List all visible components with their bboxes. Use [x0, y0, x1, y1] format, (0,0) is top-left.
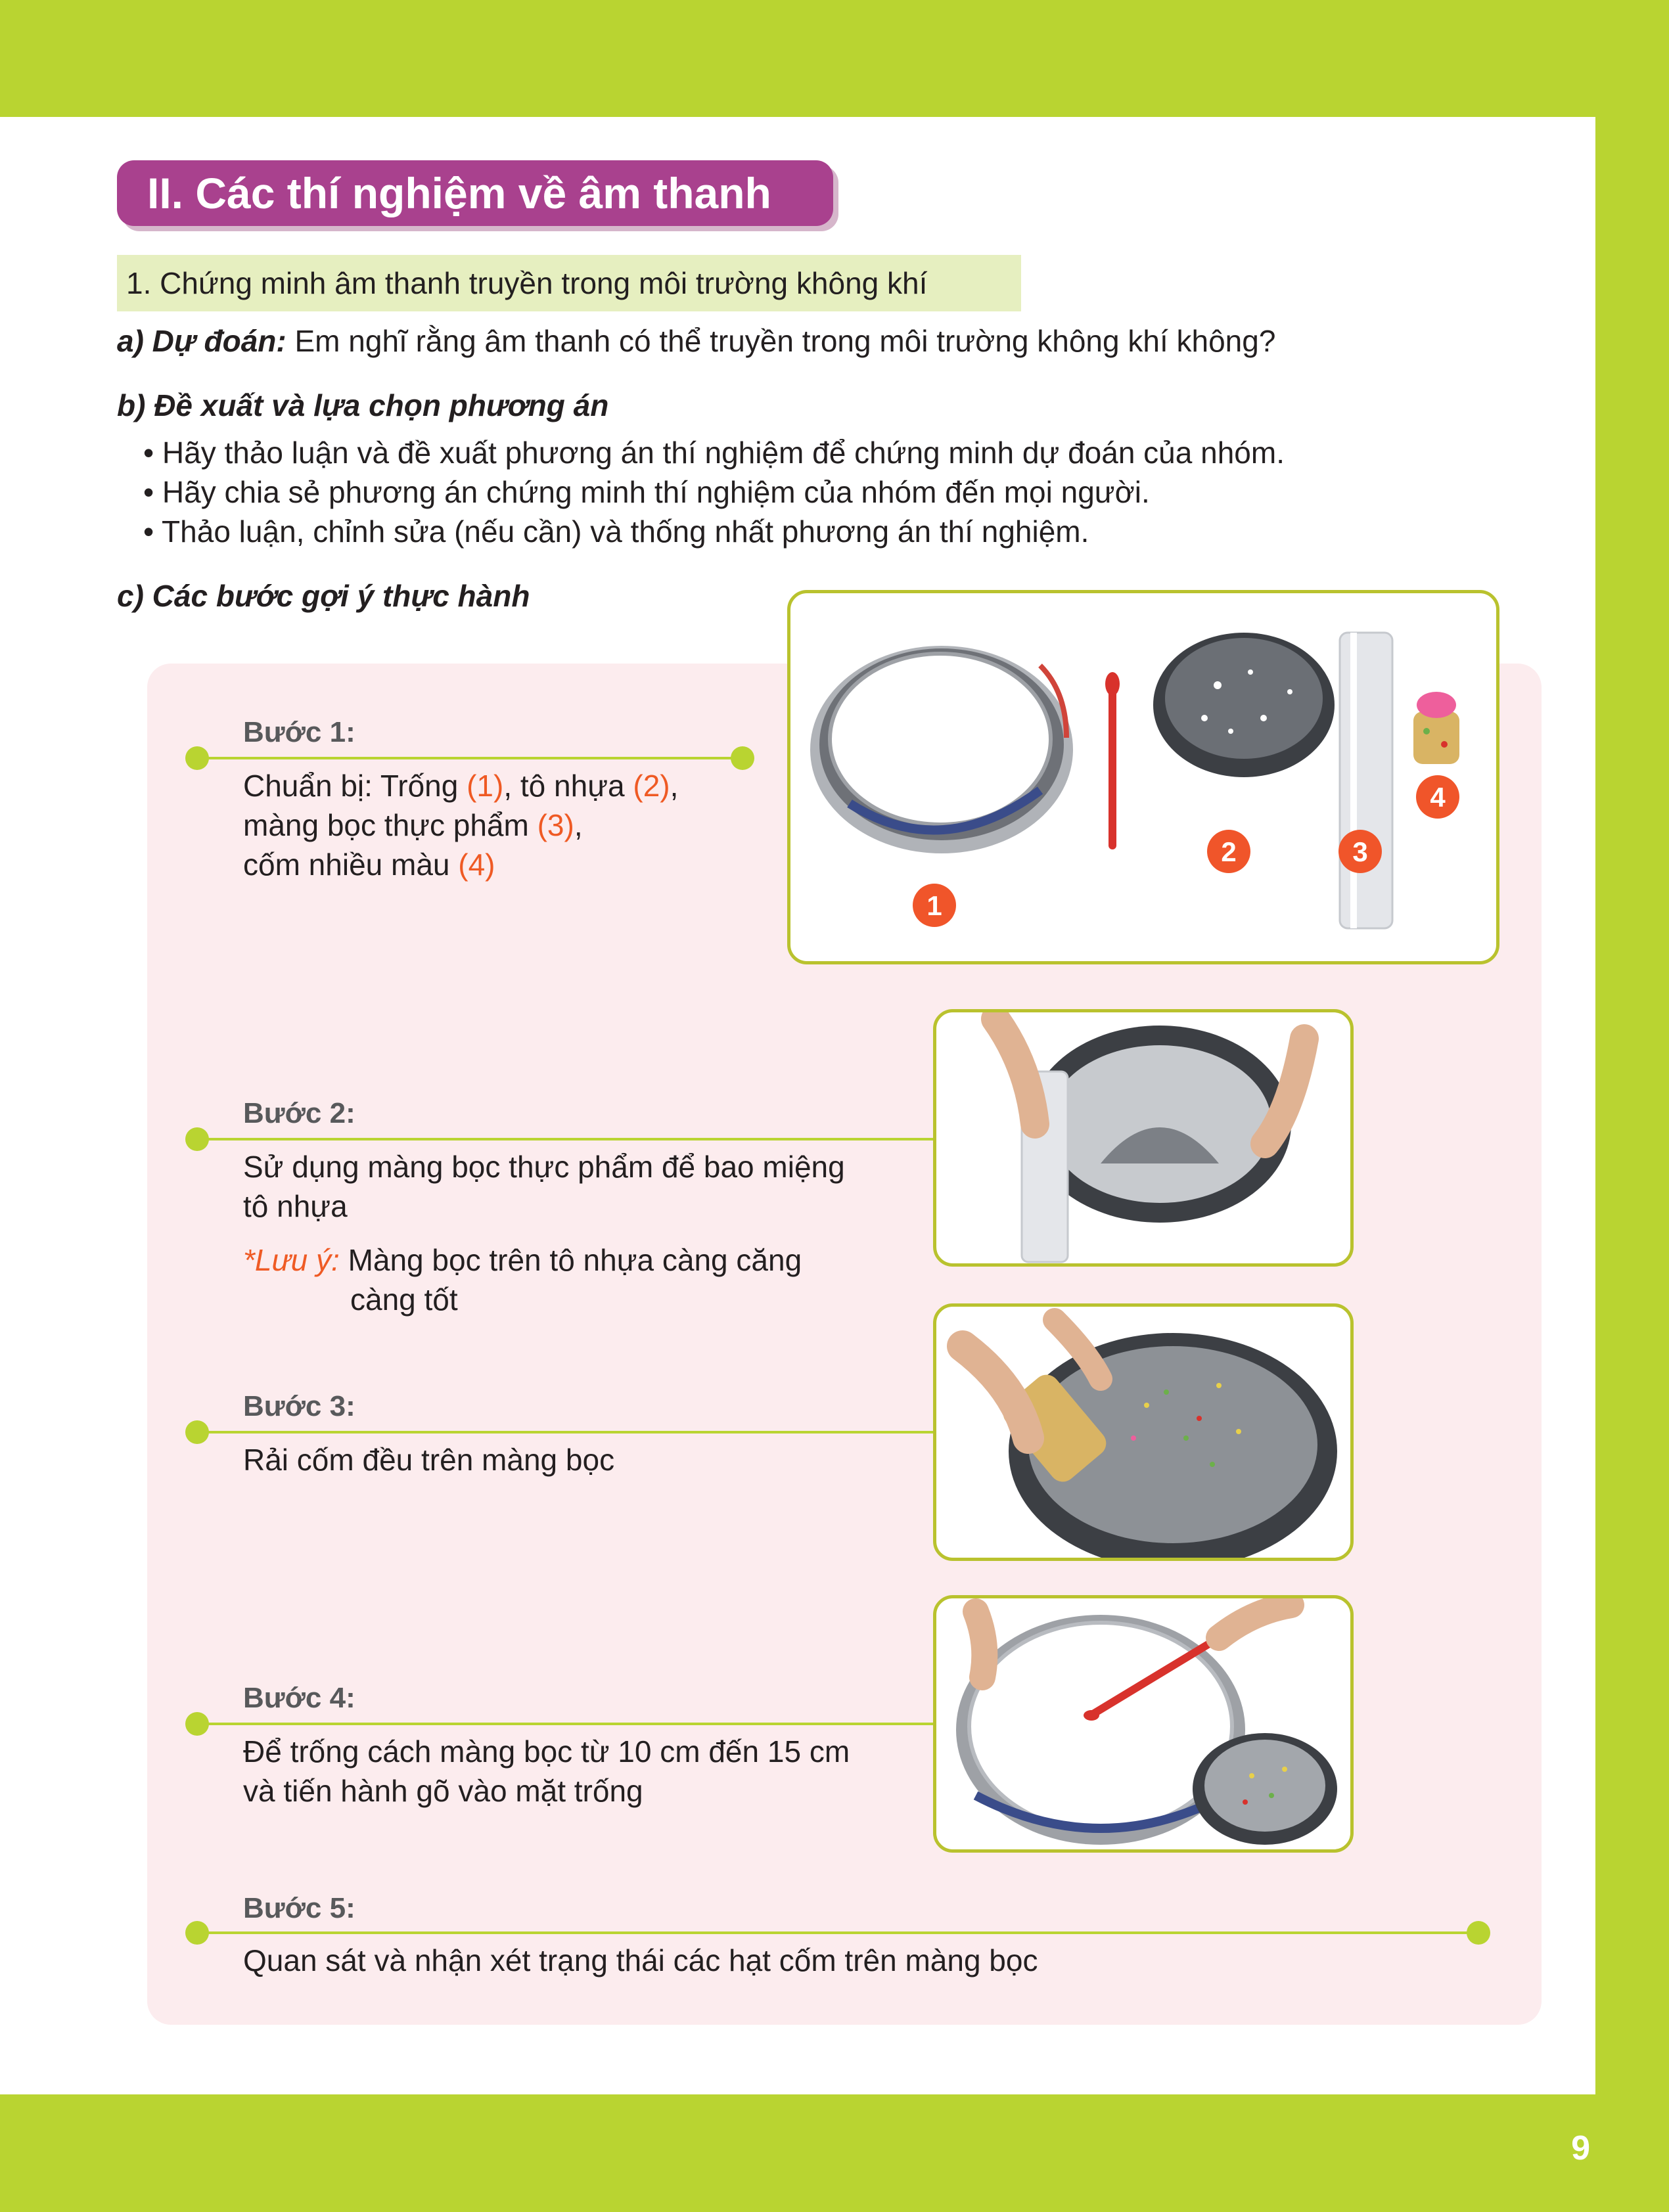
step-5-dot-right	[1467, 1921, 1490, 1945]
step-4-title: Bước 4:	[243, 1682, 355, 1714]
step-1-line-1: Chuẩn bị: Trống (1), tô nhựa (2),	[243, 769, 679, 803]
sprinkling-photo	[933, 1303, 1354, 1561]
step-2-line-1: Sử dụng màng bọc thực phẩm để bao miệng	[243, 1150, 845, 1184]
step-3-text: Rải cốm đều trên màng bọc	[243, 1443, 615, 1477]
page-number: 9	[1571, 2129, 1590, 2167]
step-5-text: Quan sát và nhận xét trạng thái các hạt cốm trên màng bọc	[243, 1943, 1038, 1977]
section-title: II. Các thí nghiệm về âm thanh	[117, 160, 833, 226]
proposal-heading: b) Đề xuất và lựa chọn phương án	[117, 388, 609, 422]
practice-heading: c) Các bước gợi ý thực hành	[117, 579, 530, 613]
prediction-text: Em nghĩ rằng âm thanh có thể truyền trong môi trường không khí không?	[286, 324, 1276, 358]
step-1-text	[243, 766, 678, 884]
badge-1	[913, 884, 956, 927]
step-2-text	[243, 1147, 845, 1319]
proposal-bullet: • Hãy thảo luận và đề xuất phương án thí nghiệm để chứng minh dự đoán của nhóm.	[143, 436, 1285, 470]
step-1-title: Bước 1:	[243, 716, 355, 748]
svg-text:3: 3	[1352, 836, 1368, 867]
step-2-note-line-2: càng tốt	[350, 1282, 458, 1317]
step-2-line	[197, 1138, 937, 1140]
step-2-note: *Lưu ý: Màng bọc trên tô nhựa càng căng	[243, 1243, 802, 1277]
jar-image	[1413, 692, 1459, 764]
step-4-text	[243, 1732, 850, 1811]
wrapping-bowl-photo	[933, 1009, 1354, 1267]
badge-3	[1338, 830, 1382, 873]
film-roll-image	[1340, 633, 1392, 928]
step-4-line-1: Để trống cách màng bọc từ 10 cm đến 15 cm	[243, 1734, 850, 1769]
drumstick-image	[1105, 672, 1120, 849]
step-4-line	[197, 1723, 937, 1725]
badge-2	[1207, 830, 1250, 873]
subsection-title: 1. Chứng minh âm thanh truyền trong môi trường không khí	[117, 255, 1021, 311]
step-3-line	[197, 1431, 937, 1433]
svg-text:2: 2	[1221, 836, 1237, 867]
step-5-title: Bước 5:	[243, 1892, 355, 1924]
step-1-line-2: màng bọc thực phẩm (3),	[243, 808, 583, 842]
step-1-line	[197, 757, 749, 759]
step-2-title: Bước 2:	[243, 1097, 355, 1129]
step-1-line-3: cốm nhiều màu (4)	[243, 847, 495, 882]
step-5-line	[197, 1931, 1476, 1934]
drumming-photo	[933, 1595, 1354, 1853]
materials-photo	[787, 590, 1499, 964]
svg-text:4: 4	[1430, 782, 1446, 813]
step-1-dot-right	[731, 746, 754, 770]
prediction-label: a) Dự đoán:	[117, 324, 286, 358]
step-3-title: Bước 3:	[243, 1390, 355, 1422]
prediction-line	[117, 323, 1275, 359]
step-4-line-2: và tiến hành gõ vào mặt trống	[243, 1774, 643, 1808]
svg-text:1: 1	[926, 890, 942, 921]
proposal-bullet: • Thảo luận, chỉnh sửa (nếu cần) và thống nhất phương án thí nghiệm.	[143, 514, 1089, 549]
bowl-image	[1153, 633, 1335, 777]
badge-4	[1416, 775, 1459, 819]
proposal-bullet: • Hãy chia sẻ phương án chứng minh thí nghiệm của nhóm đến mọi người.	[143, 475, 1150, 509]
step-2-line-2: tô nhựa	[243, 1189, 348, 1223]
drum-image	[810, 646, 1073, 853]
